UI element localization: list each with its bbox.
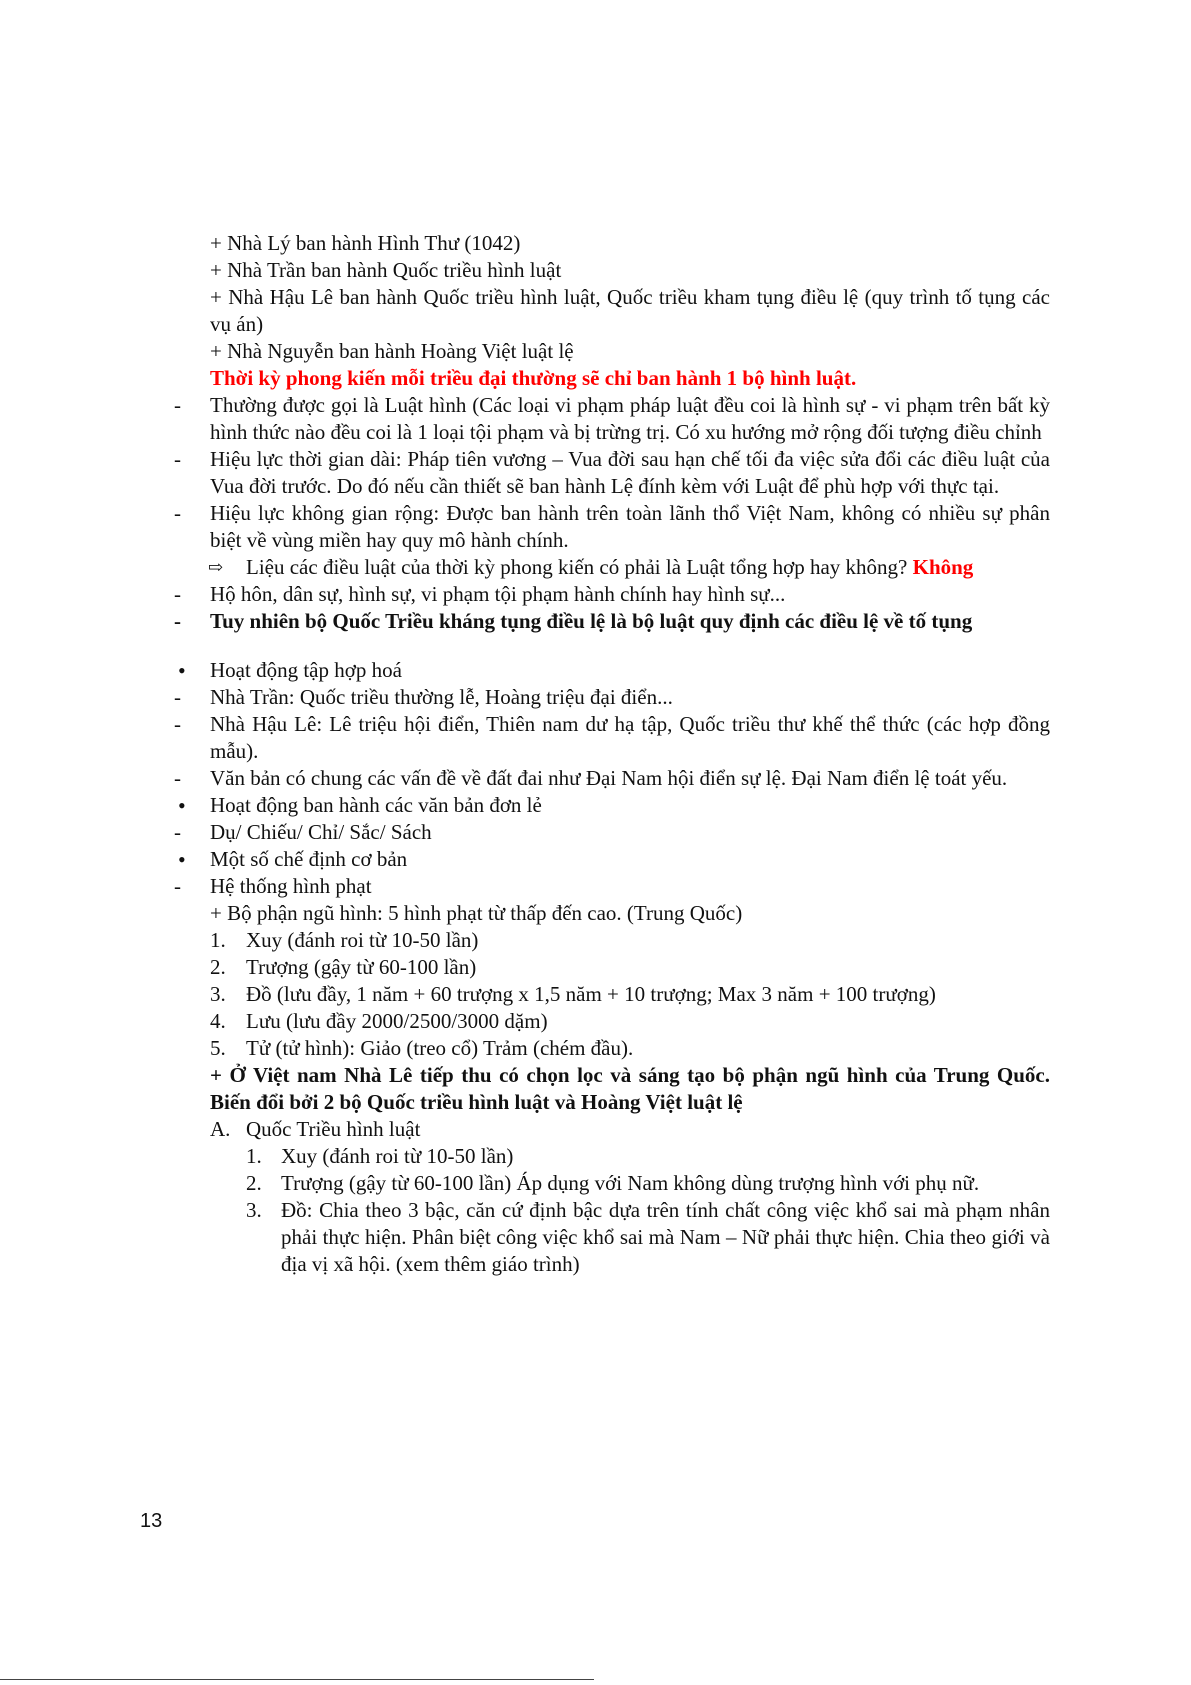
dash-item-tuy-nhien [174, 608, 1050, 635]
dash-item-text: Hiệu lực không gian rộng: Được ban hành trên toàn lãnh thổ Việt Nam, không có nhiều sự phân biệt về vùng miền hay quy mô hành chính. [210, 501, 1050, 552]
bullet-item-text: Hoạt động tập hợp hoá [210, 658, 402, 682]
qt-item-text: Đồ: Chia theo 3 bậc, căn cứ định bậc dựa trên tính chất công việc khổ sai mà phạm nhân phải thực hiện. Phân biệt công việc khổ sai mà Nam – Nữ phải thực hiện. Chia theo giới và địa vị xã hội. (xem thêm giáo trình) [281, 1198, 1050, 1276]
qt-item [178, 1197, 1050, 1278]
footer-divider [0, 1679, 594, 1680]
dash-item-text: Thường được gọi là Luật hình (Các loại vi phạm pháp luật đều coi là hình sự - vi phạm trên bất kỳ hình thức nào đều coi là 1 loại tội phạm và bị trừng trị. Có xu hướng mở rộng đối tượng điều chỉnh [210, 393, 1050, 444]
punishment-item [178, 981, 1050, 1008]
page-content [174, 230, 1050, 1278]
dash-item-he-thong [174, 873, 1050, 900]
dash-item-text: Hiệu lực thời gian dài: Pháp tiên vương – Vua đời sau hạn chế tối đa việc sửa đổi các điều luật của Vua đời trước. Do đó nếu cần thiết sẽ ban hành Lệ đính kèm với Luật để phù hợp với thực tại. [210, 447, 1050, 498]
dash-item-van-ban [174, 765, 1050, 792]
list-letter: A. [210, 1117, 231, 1141]
bullet-item-text: Hoạt động ban hành các văn bản đơn lẻ [210, 793, 542, 817]
dash-item-hieu-luc-space [174, 500, 1050, 554]
punishment-item [178, 1008, 1050, 1035]
qt-item [178, 1170, 1050, 1197]
dash-item-text: Nhà Hậu Lê: Lê triệu hội điển, Thiên nam dư hạ tập, Quốc triều thư khế thể thức (các hợp đồng mẫu). [210, 712, 1050, 763]
qt-item [178, 1143, 1050, 1170]
dash-marker: - [174, 874, 181, 898]
list-number: 1. [210, 928, 226, 952]
list-number: 3. [246, 1198, 262, 1222]
answer-text: Không [912, 555, 974, 579]
text-line-haule: + Nhà Hậu Lê ban hành Quốc triều hình luật, Quốc triều kham tụng điều lệ (quy trình tố tụng các vụ án) [210, 285, 1050, 336]
dash-item-text: Hệ thống hình phạt [210, 874, 372, 898]
bullet-marker: • [178, 847, 186, 872]
qt-item-text: Xuy (đánh roi từ 10-50 lần) [281, 1144, 514, 1168]
punishment-item [178, 954, 1050, 981]
bullet-item-tap-hop-hoa [178, 657, 1050, 684]
dash-marker: - [174, 393, 181, 417]
punishment-item [178, 1035, 1050, 1062]
dash-item-text: Tuy nhiên bộ Quốc Triều kháng tụng điều lệ là bộ luật quy định các điều lệ về tố tụng [210, 609, 973, 633]
punishment-text: Tử (tử hình): Giảo (treo cổ) Trảm (chém đầu). [246, 1036, 634, 1060]
dash-marker: - [174, 712, 181, 736]
list-number: 2. [210, 955, 226, 979]
bullet-item-ban-hanh [178, 792, 1050, 819]
text-line-ly: + Nhà Lý ban hành Hình Thư (1042) [210, 231, 521, 255]
dash-marker: - [174, 766, 181, 790]
dash-item-du-chieu [174, 819, 1050, 846]
dash-item-text: Hộ hôn, dân sự, hình sự, vi phạm tội phạm hành chính hay hình sự... [210, 582, 786, 606]
punishment-item [178, 927, 1050, 954]
bullet-marker: • [178, 658, 186, 683]
list-number: 2. [246, 1171, 262, 1195]
dash-item-hieu-luc-time [174, 446, 1050, 500]
list-number: 1. [246, 1144, 262, 1168]
section-title: Quốc Triều hình luật [246, 1117, 421, 1141]
bullet-item-text: Một số chế định cơ bản [210, 847, 408, 871]
dash-marker: - [174, 501, 181, 525]
dash-item-text: Nhà Trần: Quốc triều thường lễ, Hoàng triệu đại điển... [210, 685, 673, 709]
dash-item-text: Văn bản có chung các vấn đề về đất đai như Đại Nam hội điển sự lệ. Đại Nam điển lệ toát yếu. [210, 766, 1008, 790]
text-line-nguyen: + Nhà Nguyễn ban hành Hoàng Việt luật lệ [210, 339, 574, 363]
dash-marker: - [174, 447, 181, 471]
punishment-text: Lưu (lưu đầy 2000/2500/3000 dặm) [246, 1009, 548, 1033]
highlight-feudal-law: Thời kỳ phong kiến mỗi triều đại thường sẽ chỉ ban hành 1 bộ hình luật. [210, 366, 857, 390]
list-number: 3. [210, 982, 226, 1006]
bullet-marker: • [178, 793, 186, 818]
punishment-text: Trượng (gậy từ 60-100 lần) [246, 955, 477, 979]
question-text: Liệu các điều luật của thời kỳ phong kiến có phải là Luật tổng hợp hay không? [246, 555, 908, 579]
paragraph-gap [178, 635, 1050, 657]
dash-marker: - [174, 685, 181, 709]
arrow-right-icon: ⇨ [208, 557, 224, 577]
punishment-text: Xuy (đánh roi từ 10-50 lần) [246, 928, 479, 952]
arrow-item-question [178, 554, 1050, 581]
qt-item-text: Trượng (gậy từ 60-100 lần) Áp dụng với Nam không dùng trượng hình với phụ nữ. [281, 1171, 980, 1195]
text-line-ngu-hinh: + Bộ phận ngũ hình: 5 hình phạt từ thấp đến cao. (Trung Quốc) [210, 901, 743, 925]
section-quoc-trieu [178, 1116, 1050, 1143]
list-number: 5. [210, 1036, 226, 1060]
dash-marker: - [174, 609, 181, 633]
list-number: 4. [210, 1009, 226, 1033]
punishment-text: Đồ (lưu đầy, 1 năm + 60 trượng x 1,5 năm + 10 trượng; Max 3 năm + 100 trượng) [246, 982, 936, 1006]
dash-item-nha-hau-le [174, 711, 1050, 765]
text-line-tran: + Nhà Trần ban hành Quốc triều hình luật [210, 258, 562, 282]
dash-item-ho-hon [174, 581, 1050, 608]
page-number: 13 [140, 1510, 163, 1532]
bullet-item-che-dinh [178, 846, 1050, 873]
text-line-viet-nam: + Ở Việt nam Nhà Lê tiếp thu có chọn lọc và sáng tạo bộ phận ngũ hình của Trung Quốc. Biến đổi bởi 2 bộ Quốc triều hình luật và Hoàng Việt luật lệ [210, 1063, 1050, 1114]
dash-item-nha-tran [174, 684, 1050, 711]
dash-marker: - [174, 582, 181, 606]
dash-marker: - [174, 820, 181, 844]
dash-item-text: Dụ/ Chiếu/ Chỉ/ Sắc/ Sách [210, 820, 432, 844]
dash-item-luat-hinh [174, 392, 1050, 446]
